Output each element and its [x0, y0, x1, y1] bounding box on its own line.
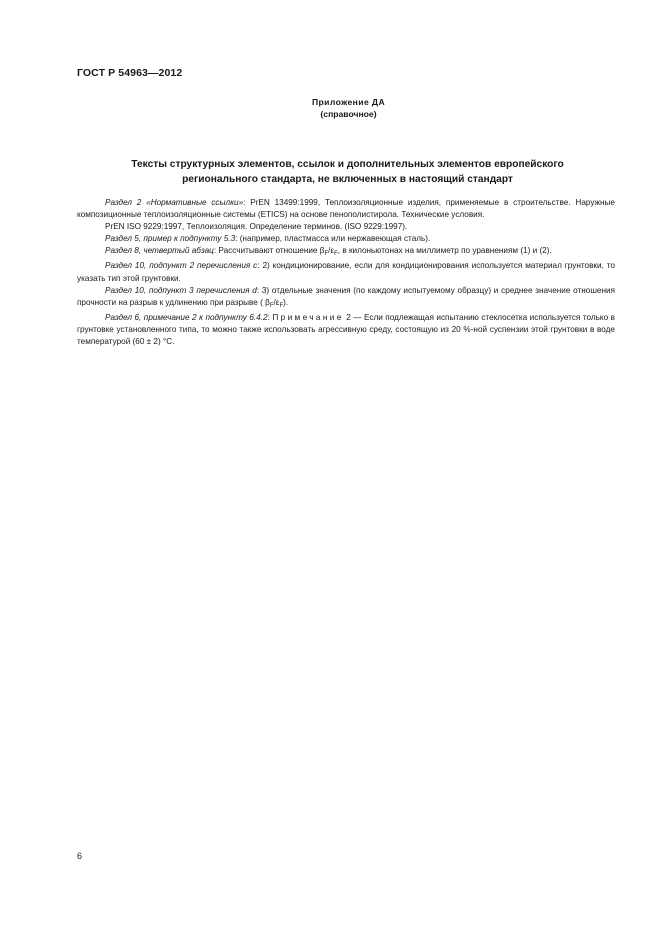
- ratio-formula: [265, 298, 283, 307]
- slash: /: [273, 297, 276, 307]
- paragraph-reference: Раздел 6, примечание 2 к подпункту 6.4.2: [105, 312, 268, 322]
- subscript: F: [269, 302, 274, 309]
- beta-symbol: β: [319, 246, 325, 256]
- paragraph-iso-9229: [77, 221, 615, 233]
- ratio-formula: [319, 246, 338, 258]
- beta-symbol: β: [265, 297, 270, 307]
- paragraph-text: :: [267, 312, 273, 322]
- epsilon-symbol: ε: [330, 246, 335, 256]
- paragraph-text: ).: [283, 297, 289, 307]
- subscript: F: [279, 302, 284, 309]
- paragraph-section-10-d: [77, 285, 615, 312]
- paragraph-normative-references: [77, 197, 615, 221]
- paragraph-section-5: [77, 233, 615, 245]
- paragraph-text: : (например, пластмасса или нержавеющая сталь).: [235, 234, 431, 244]
- paragraph-text: : PrEN 13499:1999, Теплоизоляционные изделия, применяемые в строительстве. Наружные композиционные теплоизоляционные системы (ETICS) на основе пенополистирола. Технические условия.: [77, 198, 615, 220]
- paragraph-text: 2 — Если подлежащая испытанию стеклосетка используется только в грунтовке установленного типа, то можно также использовать агрессивную среду, состоящую из 20 %-ной суспензии этой грунтовки в воде температурой (60 ± 2) °С.: [77, 312, 615, 347]
- annex-subtitle: (справочное): [320, 109, 377, 119]
- paragraph-section-10-c: [77, 260, 615, 284]
- paragraph-reference: Раздел 10, подпункт 3 перечисления d: [105, 285, 257, 295]
- annex-block: [0, 96, 661, 120]
- epsilon-symbol: ε: [275, 297, 280, 307]
- subscript: F: [334, 251, 338, 258]
- paragraph-text: : 2) кондиционирование, если для кондиционирования используется материал грунтовки, то указать тип этой грунтовки.: [77, 261, 615, 283]
- paragraph-reference: Раздел 10, подпункт 2 перечисления c: [105, 261, 258, 271]
- section-heading-line1: Тексты структурных элементов, ссылок и дополнительных элементов европейского: [131, 159, 564, 170]
- section-heading-line2: регионального стандарта, не включенных в настоящий стандарт: [182, 174, 513, 185]
- paragraph-section-8: [77, 245, 615, 260]
- paragraph-section-6-note: [77, 312, 615, 348]
- paragraph-text: : 3) отдельные значения (по каждому испытуемому образцу) и среднее значение отношения прочности на разрыв к удлинению при разрыве (: [77, 285, 615, 307]
- paragraph-reference: Раздел 8, четвертый абзац: [105, 246, 214, 256]
- paragraph-text: : Рассчитывают отношение: [213, 246, 320, 256]
- paragraph-reference: Раздел 5, пример к подпункту 5.3: [105, 234, 236, 244]
- paragraph-text: PrEN ISO 9229:1997, Теплоизоляция. Определение терминов. (ISO 9229:1997).: [105, 222, 408, 232]
- subscript: F: [324, 251, 329, 258]
- note-label: Примечание: [272, 312, 344, 322]
- paragraph-reference: Раздел 2 «Нормативные ссылки»: [105, 198, 244, 207]
- paragraph-text: , в килоньютонах на миллиметр по уравнениям (1) и (2).: [337, 246, 552, 256]
- section-heading: [77, 157, 618, 187]
- slash: /: [328, 246, 331, 256]
- page-number: 6: [77, 851, 83, 861]
- body-text: [77, 197, 615, 348]
- annex-title: Приложение ДА: [311, 97, 386, 107]
- document-code: ГОСТ Р 54963—2012: [77, 67, 183, 79]
